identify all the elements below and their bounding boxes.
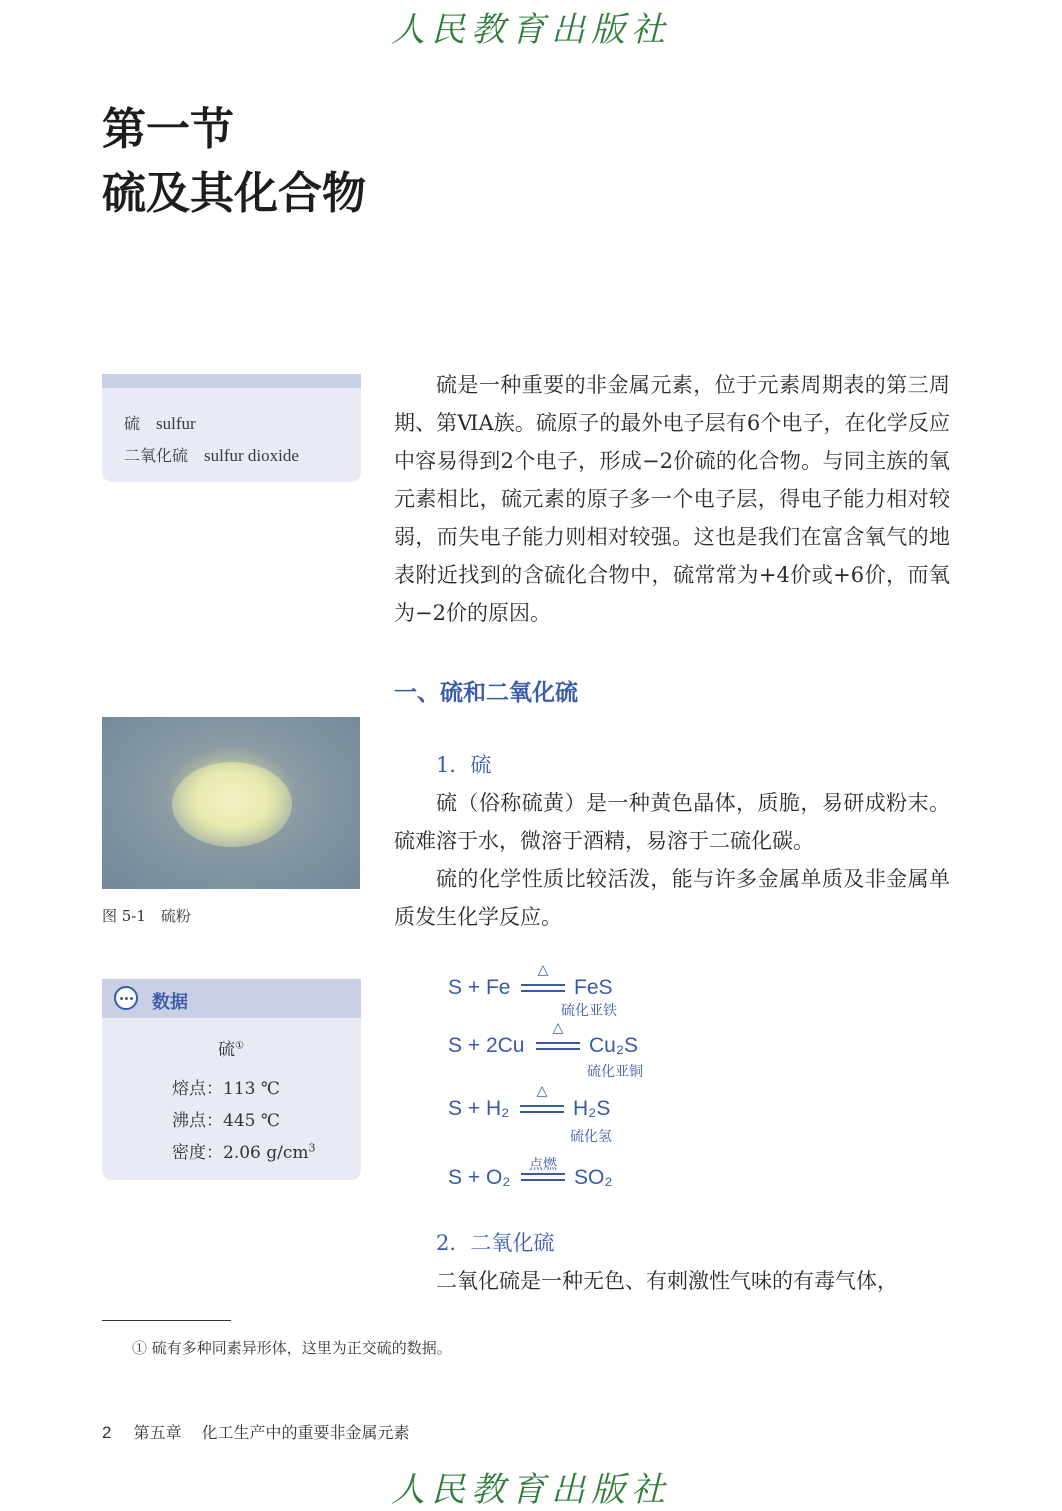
reaction-condition: △ — [537, 962, 549, 978]
footer-chapter: 第五章 — [133, 1423, 182, 1442]
melting-point: 熔点：113 ℃ — [172, 1079, 280, 1099]
publisher-logo-bottom: 人民教育出版社 — [391, 1470, 671, 1510]
data-box-header — [102, 979, 361, 1018]
subsection-heading: 2．二氧化硫 — [436, 1231, 555, 1255]
density-exponent: 3 — [308, 1141, 316, 1155]
product-name: 硫化亚铁 — [561, 1003, 617, 1019]
section-name: 硫及其化合物 — [102, 168, 366, 219]
product-name: 硫化氢 — [570, 1129, 612, 1145]
product-name: 硫化亚铜 — [587, 1064, 643, 1080]
equation-left: S + Fe — [448, 976, 511, 999]
equation-left: S + 2Cu — [448, 1034, 525, 1057]
footnote-divider — [102, 1320, 231, 1321]
footer-chapter-title: 化工生产中的重要非金属元素 — [201, 1423, 410, 1442]
footnote: ① 硫有多种同素异形体，这里为正交硫的数据。 — [132, 1339, 452, 1357]
sulfur-properties-paragraph: 硫（俗称硫黄）是一种黄色晶体，质脆，易研成粉末。硫难溶于水，微溶于酒精，易溶于二硫化碳。 — [394, 791, 950, 853]
section-heading: 一、硫和二氧化硫 — [394, 680, 578, 706]
equation-product: H₂S — [573, 1097, 611, 1120]
publisher-logo-top: 人民教育出版社 — [391, 10, 671, 50]
chat-bubble-icon — [114, 986, 138, 1010]
density-value: 密度：2.06 g/cm — [172, 1143, 309, 1163]
equation-product: Cu₂S — [589, 1034, 639, 1057]
sulfur-dioxide-subsection — [394, 1224, 950, 1300]
intro-paragraph: 硫是一种重要的非金属元素，位于元素周期表的第三周期、第ⅥA族。硫原子的最外电子层有6个电子，在化学反应中容易得到2个电子，形成−2价硫的化合物。与同主族的氧元素相比，硫元素的原子多一个电子层，得电子能力相对较弱，而失电子能力则相对较强。这也是我们在富含氧气的地表附近找到的含硫化合物中，硫常常为+4价或+6价，而氧为−2价的原因。 — [394, 373, 950, 625]
vocab-item — [124, 411, 196, 434]
reaction-condition: 点燃 — [529, 1157, 557, 1173]
section-title — [102, 98, 366, 226]
vocabulary-box — [102, 374, 361, 482]
equation-product: SO₂ — [574, 1166, 613, 1189]
vocab-en: sulfur — [156, 414, 196, 433]
sulfur-subsection — [394, 746, 950, 936]
figure-caption: 图 5-1 硫粉 — [102, 907, 191, 925]
vocabulary-box-header — [102, 374, 361, 388]
footnote-mark: ① — [235, 1040, 244, 1052]
page-footer — [102, 1420, 410, 1443]
reaction-condition: △ — [552, 1020, 564, 1036]
vocab-zh: 硫 — [124, 414, 141, 433]
vocab-item — [124, 443, 299, 466]
equation-product: FeS — [574, 976, 613, 999]
data-box-title: 数据 — [152, 992, 188, 1013]
data-box — [102, 979, 361, 1180]
data-substance-name: 硫 — [218, 1040, 235, 1060]
vocab-en: sulfur dioxide — [204, 446, 299, 465]
sulfur-powder-photo — [102, 717, 360, 889]
equation-left: S + O₂ — [448, 1166, 511, 1189]
page-number: 2 — [102, 1423, 112, 1442]
equation-left: S + H₂ — [448, 1097, 510, 1120]
density — [172, 1138, 316, 1163]
vocab-zh: 二氧化硫 — [124, 446, 189, 465]
boiling-point: 沸点：445 ℃ — [172, 1111, 280, 1131]
sulfur-powder-pile — [172, 762, 292, 847]
intro-text — [394, 366, 950, 632]
reaction-condition: △ — [536, 1083, 548, 1099]
sulfur-dioxide-paragraph: 二氧化硫是一种无色、有刺激性气味的有毒气体， — [436, 1269, 898, 1293]
data-substance — [218, 1035, 244, 1060]
subsection-heading: 1．硫 — [436, 753, 492, 777]
section-number: 第一节 — [102, 104, 234, 155]
sulfur-reactivity-paragraph: 硫的化学性质比较活泼，能与许多金属单质及非金属单质发生化学反应。 — [394, 867, 950, 929]
